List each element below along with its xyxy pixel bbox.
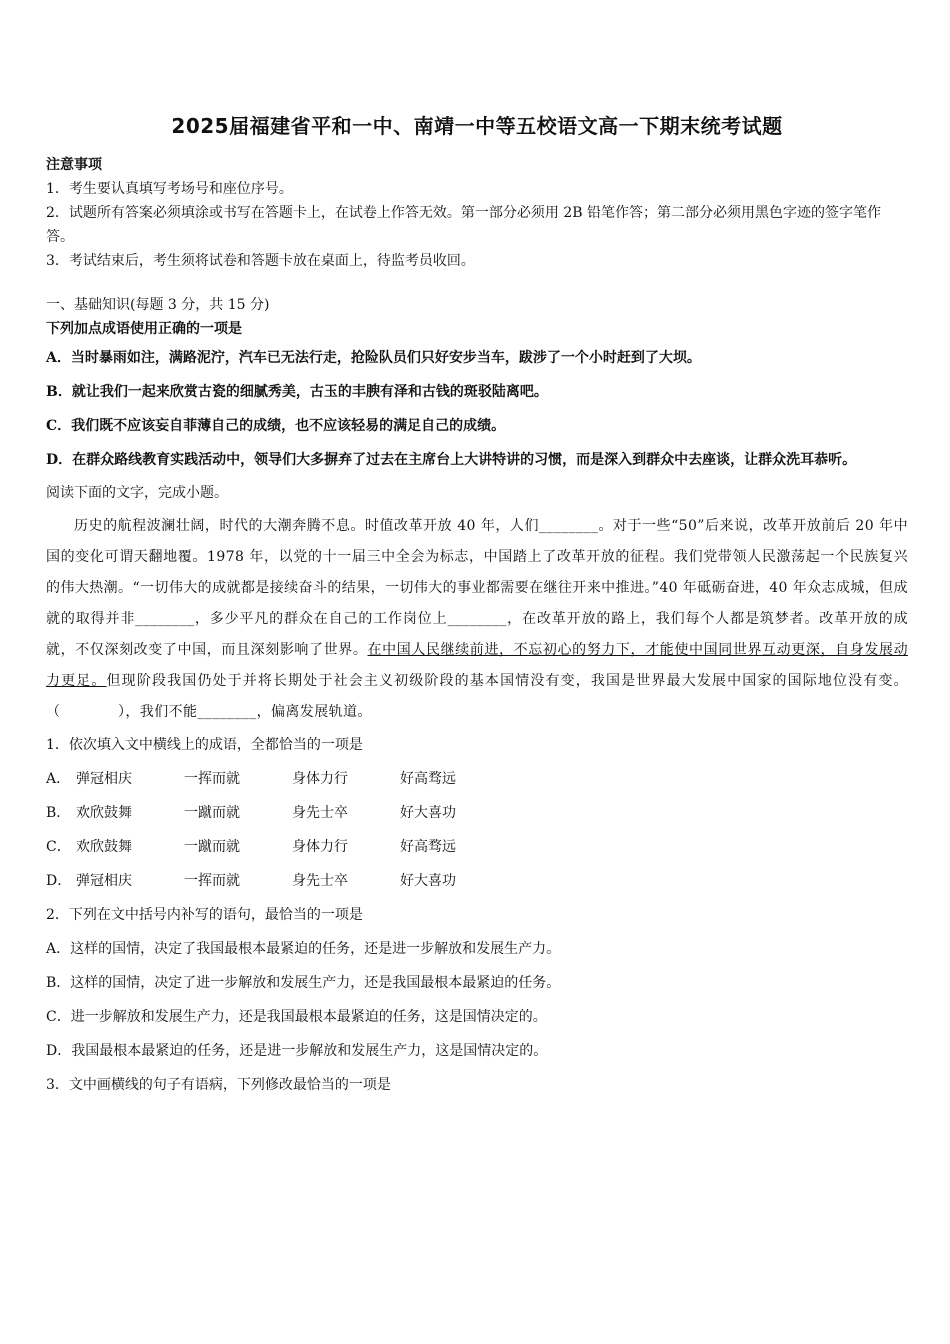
option-word: 身体力行 (292, 771, 348, 787)
notice-item: 3．考试结束后，考生须将试卷和答题卡放在桌面上，待监考员收回。 (46, 253, 475, 269)
passage-text: 历史的航程波澜壮阔，时代的大潮奔腾不息。时值改革开放 40 年，人们________。对于一些“50”后来说，改革开放前后 20 年中国的变化可谓天翻地覆。1978 年，以党的十一届三中全会为标志，中国踏上了改革开放的征程。我们党带领人民激荡起一个民族复兴的伟大热潮。“一切伟大的成就都是接续奋斗的结果，一切伟大的事业都需要在继往开来中推进。”40 年砥砺奋进，40 年众志成城，但成就的取得并非________，多少平凡的群众在自己的工作岗位上________，在改革开放的路上，我们每个人都是筑梦者。改革开放的成就，不仅深刻改变了中国，而且深刻影响了世界。 (46, 518, 908, 658)
option-word: 一挥而就 (184, 771, 240, 787)
option-row (46, 762, 908, 796)
option-word: 欢欣鼓舞 (76, 839, 132, 855)
option-label: A． (46, 771, 71, 787)
option-d: D．我国最根本最紧迫的任务，还是进一步解放和发展生产力，这是国情决定的。 (46, 1043, 548, 1059)
option-d: D．在群众路线教育实践活动中，领导们大多摒弃了过去在主席台上大讲特讲的习惯，而是深入到群众中去座谈，让群众洗耳恭听。 (46, 452, 857, 468)
option-c: C．我们既不应该妄自菲薄自己的成绩，也不应该轻易的满足自己的成绩。 (46, 418, 506, 434)
option-b: B．这样的国情，决定了进一步解放和发展生产力，还是我国最根本最紧迫的任务。 (46, 975, 561, 991)
option-word: 弹冠相庆 (76, 873, 132, 889)
passage-text: 但现阶段我国仍处于并将长期处于社会主义初级阶段的基本国情没有变，我国是世界最大发展中国家的国际地位没有变。（ ），我们不能________，偏离发展轨道。 (46, 673, 908, 720)
section-heading: 一、基础知识(每题 3 分，共 15 分) (46, 297, 270, 313)
question-stem: 2．下列在文中括号内补写的语句，最恰当的一项是 (46, 907, 363, 923)
question-stem: 1．依次填入文中横线上的成语，全都恰当的一项是 (46, 737, 363, 753)
option-word: 好高骛远 (400, 839, 456, 855)
option-label: B． (46, 805, 71, 821)
option-word: 好大喜功 (400, 805, 456, 821)
option-label: C． (46, 839, 71, 855)
notice-heading: 注意事项 (46, 157, 102, 173)
option-row (46, 796, 908, 830)
option-label: D． (46, 873, 72, 889)
option-a: A．这样的国情，决定了我国最根本最紧迫的任务，还是进一步解放和发展生产力。 (46, 941, 561, 957)
notice-item: 2．试题所有答案必须填涂或书写在答题卡上，在试卷上作答无效。第一部分必须用 2B 铅笔作答；第二部分必须用黑色字迹的签字笔作答。 (46, 205, 881, 245)
option-word: 好高骛远 (400, 771, 456, 787)
option-row (46, 830, 908, 864)
option-word: 身体力行 (292, 839, 348, 855)
option-word: 身先士卒 (292, 873, 348, 889)
underlined-sentence: 在中国人民继续前进，不忘初心的努力下，才能使中国同世界互动更深，自身发展动力更足。 (46, 642, 908, 689)
option-b: B．就让我们一起来欣赏古瓷的细腻秀美，古玉的丰腴有泽和古钱的斑驳陆离吧。 (46, 384, 548, 400)
question-stem: 3．文中画横线的句子有语病，下列修改最恰当的一项是 (46, 1077, 391, 1093)
question-stem: 下列加点成语使用正确的一项是 (46, 321, 242, 337)
option-word: 身先士卒 (292, 805, 348, 821)
option-row (46, 864, 908, 898)
page-title: 2025届福建省平和一中、南靖一中等五校语文高一下期末统考试题 (171, 114, 783, 138)
option-word: 好大喜功 (400, 873, 456, 889)
option-word: 弹冠相庆 (76, 771, 132, 787)
option-word: 一蹴而就 (184, 839, 240, 855)
reading-passage (46, 511, 908, 728)
option-a: A．当时暴雨如注，满路泥泞，汽车已无法行走，抢险队员们只好安步当车，跋涉了一个小时赶到了大坝。 (46, 350, 701, 366)
option-word: 欢欣鼓舞 (76, 805, 132, 821)
reading-instruction: 阅读下面的文字，完成小题。 (46, 485, 228, 501)
option-word: 一蹴而就 (184, 805, 240, 821)
notice-item: 1．考生要认真填写考场号和座位序号。 (46, 181, 293, 197)
option-c: C．进一步解放和发展生产力，还是我国最根本最紧迫的任务，这是国情决定的。 (46, 1009, 547, 1025)
option-word: 一挥而就 (184, 873, 240, 889)
exam-page (46, 110, 908, 1102)
